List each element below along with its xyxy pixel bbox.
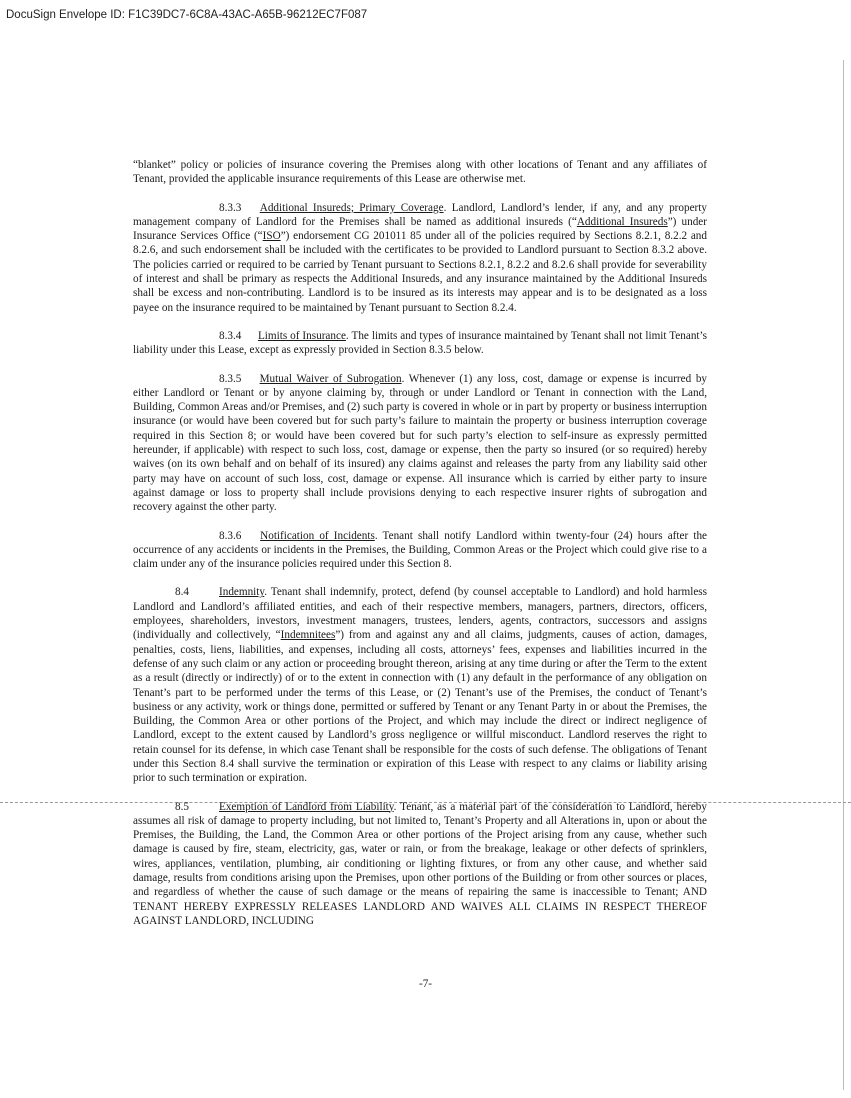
- section-number: 8.4: [175, 586, 189, 599]
- section-heading: Additional Insureds; Primary Coverage: [259, 201, 444, 214]
- envelope-id: DocuSign Envelope ID: F1C39DC7-6C8A-43AC-A65B-96212EC7F087: [6, 9, 368, 21]
- paragraph-8-3-4: 8.3.4 Limits of Insurance. The limits and types of insurance maintained by Tenant shall not limit Tenant’s liability under this Lease, except as expressly provided in Section 8.3.5 below.: [133, 329, 707, 357]
- section-heading: Notification of Incidents: [260, 529, 375, 542]
- paragraph-8-3-5: 8.3.5 Mutual Waiver of Subrogation. Whenever (1) any loss, cost, damage or expense is incurred by either Landlord or Tenant or by anyone claiming by, through or under Landlord or Tenant in connection with the Land, Building, Common Areas and/or Premises, and (2) such party is covered in whole or in part by property or business interruption insurance (or would have been covered but for such party’s failure to maintain the property or business interruption coverage required in this Section 8; or would have been covered but for such party’s election to self-insure as expressly permitted hereunder, if applicable) with respect to such loss, cost, damage or expense, then the party so insured (or so required) hereby waives (on its own behalf and on behalf of its insured) any claims against and releases the party from any liability said other party may have on account of such loss, cost, damage or expense. All insurance which is carried by either party to insure against damage or loss to property shall include provisions denying to each respective insurer rights of subrogation and recovery against the other party.: [133, 372, 708, 514]
- section-number: 8.3.6: [219, 529, 242, 542]
- section-number: 8.3.3: [219, 201, 242, 214]
- section-heading: Indemnity: [219, 586, 265, 599]
- scan-edge-line: [843, 60, 844, 1090]
- paragraph-8-3-6: 8.3.6 Notification of Incidents. Tenant shall notify Landlord within twenty-four (24) hours after the occurrence of any accidents or incidents in the Premises, the Building, Common Areas or the Project which could give rise to a claim under any of the insurance policies required under this Section 8.: [133, 529, 708, 571]
- defined-term: Additional Insureds: [576, 215, 668, 228]
- section-number: 8.5: [175, 800, 189, 813]
- paragraph-8-3-3: 8.3.3 Additional Insureds; Primary Coverage. Landlord, Landlord’s lender, if any, and any property management company of Landlord for the Premises shall be named as additional insureds (“Additional Insureds”) under Insurance Services Office (“ISO”) endorsement CG 201011 85 under all of the policies required by Sections 8.2.1, 8.2.2 and 8.2.6, and such endorsement shall be included with the certificates to be provided to Landlord pursuant to Section 8.3.2 above. The policies carried or required to be carried by Tenant pursuant to Sections 8.2.1, 8.2.2 and 8.2.6 shall provide for severability of interest and shall be primary as respects the Additional Insureds, and any insurance maintained by the Additional Insureds shall be excess and non-contributing. Landlord is to be insured as its interests may appear and is to be designated as a loss payee on the insurance required to be maintained by Tenant pursuant to Section 8.2.4.: [133, 201, 707, 314]
- section-heading: Limits of Insurance: [257, 329, 346, 342]
- defined-term: ISO: [262, 230, 281, 243]
- section-heading: Exemption of Landlord from Liability: [219, 800, 394, 813]
- section-number: 8.3.4: [219, 329, 242, 342]
- page-number: -7-: [418, 978, 433, 990]
- section-heading: Mutual Waiver of Subrogation: [259, 372, 402, 385]
- paragraph-8-4: 8.4 Indemnity. Tenant shall indemnify, protect, defend (by counsel acceptable to Landlord) and hold harmless Landlord and Landlord’s affiliated entities, and each of their respective members, managers, partners, directors, officers, employees, shareholders, investors, investment managers, trustees, lenders, agents, contractors, successors and assigns (individually and collectively, “Indemnitees”) from and against any and all claims, judgments, causes of action, damages, penalties, costs, liens, liabilities, and expenses, including all costs, attorneys’ fees, expenses and liabilities incurred in the defense of any such claim or any action or proceeding brought thereon, arising at any time during or after the Term to the extent as a result (directly or indirectly) of or to the extent in connection with (1) any default in the performance of any obligation on Tenant’s part to be performed under the terms of this Lease, or (2) Tenant’s use of the Premises, the conduct of Tenant’s business or any activity, work or things done, permitted or suffered by Tenant or any Tenant Party in or about the Premises, the Building, the Common Area or other portions of the Project, and which may include the direct or indirect negligence of Landlord, except to the extent caused by Landlord’s gross negligence or willful misconduct. Landlord reserves the right to retain counsel for its defense, in which case Tenant shall be responsible for the costs of such defense. The obligations of Tenant under this Section 8.4 shall survive the termination or expiration of this Lease with respect to any claims or liability arising prior to such termination or expiration.: [133, 586, 708, 785]
- defined-term: Indemnitees: [280, 629, 336, 642]
- document-page: [133, 158, 707, 942]
- section-number: 8.3.5: [219, 372, 242, 385]
- paragraph-continuation: “blanket” policy or policies of insurance covering the Premises along with other locations of Tenant and any affiliates of Tenant, provided the applicable insurance requirements of this Lease are otherwise met.: [133, 159, 707, 186]
- paragraph-8-5: 8.5 Exemption of Landlord from Liability. Tenant, as a material part of the consideration to Landlord, hereby assumes all risk of damage to property including, but not limited to, Tenant’s Property and all Alterations in, upon or about the Premises, the Building, the Land, the Common Area or other portions of the Project arising from any cause, whether such damage is caused by fire, steam, electricity, gas, water or rain, or from the breakage, leakage or other defects of sprinklers, wires, appliances, ventilation, plumbing, air conditioning or lighting fixtures, or from any other cause, and whether said damage, results from conditions arising upon the Premises, upon other portions of the Building or from other sources or places, and regardless of whether the cause of such damage or the means of repairing the same is inaccessible to Tenant; AND TENANT HEREBY EXPRESSLY RELEASES LANDLORD AND WAIVES ALL CLAIMS IN RESPECT THEREOF AGAINST LANDLORD, INCLUDING: [133, 800, 707, 927]
